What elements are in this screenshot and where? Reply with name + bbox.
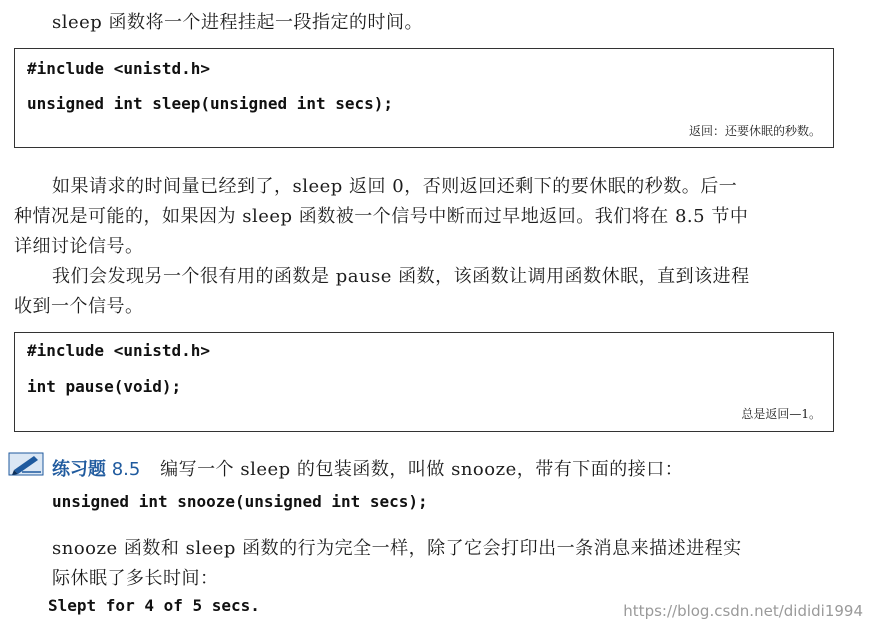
- paragraph-2-line-2: 收到一个信号。: [14, 296, 144, 317]
- snooze-output-example: Slept for 4 of 5 secs.: [48, 596, 260, 615]
- intro-line: sleep 函数将一个进程挂起一段指定的时间。: [52, 12, 424, 33]
- include-line: #include <unistd.h>: [27, 341, 211, 360]
- watermark: https://blog.csdn.net/dididi1994: [623, 602, 863, 620]
- exercise-body-line-2: 际休眠了多长时间：: [52, 568, 219, 589]
- paragraph-2-line-1: 我们会发现另一个很有用的函数是 pause 函数，该函数让调用函数休眠，直到该进程: [52, 266, 750, 287]
- paragraph-1-line-2: 种情况是可能的，如果因为 sleep 函数被一个信号中断而过早地返回。我们将在 8.5 节中: [14, 206, 749, 227]
- exercise-number: 8.5: [111, 459, 141, 480]
- sleep-signature: unsigned int sleep(unsigned int secs);: [27, 94, 394, 113]
- paragraph-1-line-1: 如果请求的时间量已经到了，sleep 返回 0，否则返回还剩下的要休眠的秒数。后一: [52, 176, 738, 197]
- exercise-body-line-1: snooze 函数和 sleep 函数的行为完全一样，除了它会打印出一条消息来描述进程实: [52, 538, 742, 559]
- code-box-pause: [14, 332, 834, 432]
- snooze-signature: unsigned int snooze(unsigned int secs);: [52, 492, 428, 511]
- exercise-title: 练习题: [52, 459, 106, 480]
- exercise-pencil-icon: [8, 450, 44, 478]
- include-line: #include <unistd.h>: [27, 59, 211, 78]
- exercise-description: 编写一个 sleep 的包装函数，叫做 snooze，带有下面的接口：: [160, 459, 684, 480]
- paragraph-1-line-3: 详细讨论信号。: [14, 236, 144, 257]
- pause-return-note: 总是返回—1。: [741, 407, 821, 421]
- code-box-sleep: [14, 48, 834, 148]
- sleep-return-note: 返回：还要休眠的秒数。: [688, 124, 821, 138]
- pause-signature: int pause(void);: [27, 377, 182, 396]
